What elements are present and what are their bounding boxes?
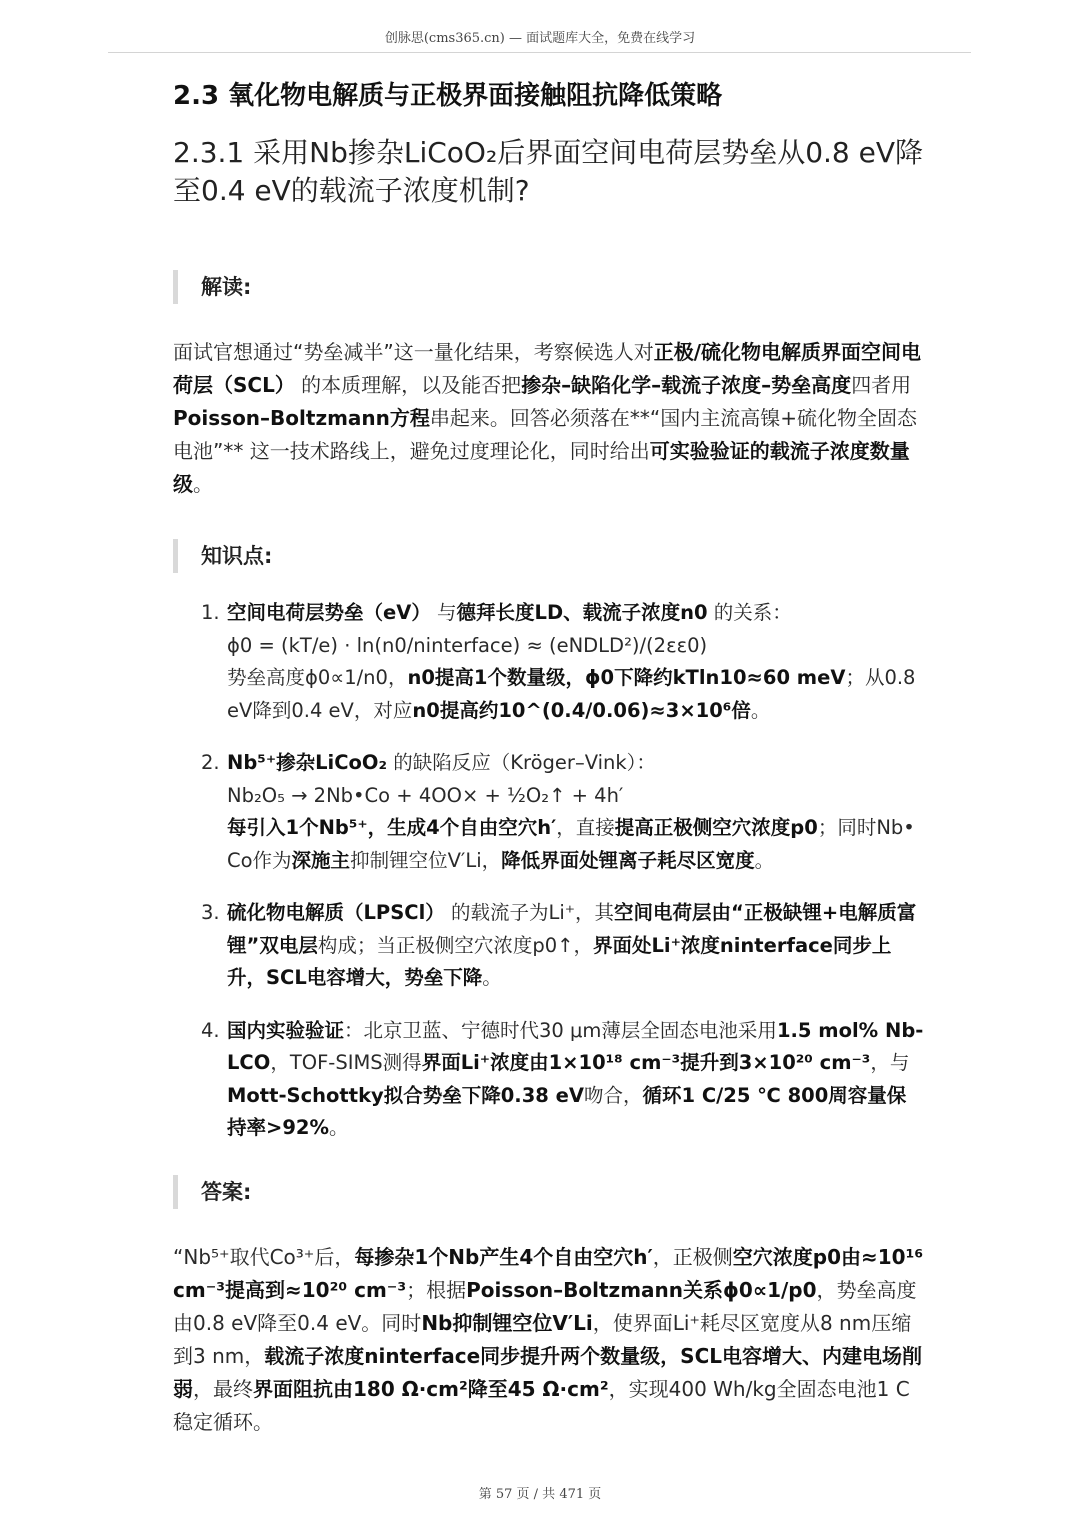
- item-line: [227, 1015, 925, 1145]
- document-body: [173, 78, 925, 1439]
- item-number: 4.: [201, 1018, 220, 1042]
- text-run: 的本质理解，以及能否把: [294, 373, 522, 397]
- text-run: ϕ0 = (kT/e) · ln(n0/ninterface) ≈ (eNDLD²)/(2εε0): [227, 633, 708, 657]
- text-run: ；同时Nb•Co作为: [227, 816, 915, 872]
- bold-text: 正极/硫化物电解质界面空间电荷层（SCL）: [173, 340, 922, 397]
- text-run: 抑制锂空位V′Li，: [350, 848, 502, 872]
- item-body: [227, 597, 925, 727]
- item-number: 3.: [201, 901, 220, 924]
- bold-text: 深施主: [291, 848, 351, 872]
- bold-text: Poisson–Boltzmann关系ϕ0∝1/p0: [466, 1277, 817, 1302]
- bold-text: 提高正极侧空穴浓度p0: [614, 816, 818, 839]
- bold-text: 降低界面处锂离子耗尽区宽度: [501, 848, 755, 872]
- bold-text: 界面处Li⁺浓度ninterface同步上升，SCL电容增大，势垒下降: [227, 933, 892, 989]
- text-run: ，实现400 Wh/kg全固态电池1 C稳定循环。: [173, 1376, 910, 1434]
- question-title: 2.3.1 采用Nb掺杂LiCoO₂后界面空间电荷层势垒从0.8 eV降至0.4 eV的载流子浓度机制?: [173, 136, 923, 207]
- knowledge-item: [173, 897, 925, 995]
- text-run: ，最终: [193, 1376, 253, 1401]
- text-run: Nb₂O₅ → 2Nb•Co + 4OO× + ½O₂↑ + 4h′: [227, 783, 624, 807]
- item-number: 2.: [201, 751, 220, 774]
- text-run: 。: [482, 966, 502, 989]
- item-line: [227, 630, 925, 663]
- bold-text: 每引入1个Nb⁵⁺，生成4个自由空穴h′: [227, 816, 557, 839]
- bold-text: 国内实验验证: [227, 1018, 345, 1042]
- text-run: ；从0.8 eV降到0.4 eV，对应: [227, 666, 916, 722]
- text-run: ，势垒高度由0.8 eV降至0.4 eV。同时: [173, 1277, 917, 1335]
- bold-text: 掺杂–缺陷化学–载流子浓度–势垒高度: [521, 373, 852, 397]
- bold-text: Mott-Schottky拟合势垒下降0.38 eV: [227, 1083, 584, 1107]
- section-title: 2.3 氧化物电解质与正极界面接触阻抗降低策略: [173, 81, 723, 111]
- bold-text: 载流子浓度ninterface同步提升两个数量级，SCL电容增大、内建电场削弱: [173, 1343, 923, 1401]
- item-line: [227, 597, 925, 630]
- text-run: 。: [754, 848, 775, 872]
- header-divider: [108, 52, 971, 53]
- text-run: ，直接: [556, 816, 615, 839]
- item-body: [227, 747, 925, 877]
- item-body: [227, 1015, 925, 1145]
- bold-text: 硫化物电解质（LPSCl）: [227, 901, 445, 924]
- text-run: 的关系：: [707, 601, 792, 624]
- interpretation-heading: 解读:: [173, 270, 925, 304]
- page-number: 第 57 页 / 共 471 页: [478, 1487, 602, 1502]
- bold-text: n0提高约10^(0.4/0.06)≈3×10⁶倍: [412, 698, 751, 722]
- running-header: 创脉思(cms365.cn) — 面试题库大全，免费在线学习: [384, 31, 696, 46]
- text-run: 吻合，: [583, 1083, 643, 1107]
- text-run: ；根据: [406, 1277, 467, 1302]
- text-run: ：北京卫蓝、宁德时代30 μm薄层全固态电池采用: [344, 1018, 777, 1042]
- knowledge-item: [173, 747, 925, 877]
- item-line: [227, 897, 925, 995]
- item-line: [227, 780, 925, 813]
- text-run: ，与: [870, 1051, 910, 1074]
- bold-text: Nb⁵⁺掺杂LiCoO₂: [227, 751, 388, 774]
- text-run: 。: [750, 698, 771, 722]
- text-run: 面试官想通过“势垒减半”这一量化结果，考察候选人对: [173, 340, 654, 364]
- text-run: ，TOF-SIMS测得: [270, 1051, 422, 1074]
- bold-text: 空穴浓度p0由≈10¹⁶ cm⁻³提高到≈10²⁰ cm⁻³: [173, 1244, 924, 1302]
- bold-text: Nb抑制锂空位V′Li: [421, 1310, 593, 1335]
- text-run: “Nb⁵⁺取代Co³⁺后，: [173, 1244, 355, 1269]
- text-run: 的缺陷反应（Kröger–Vink）：: [387, 751, 656, 774]
- bold-text: Poisson–Boltzmann方程: [173, 406, 430, 430]
- text-run: 构成；当正极侧空穴浓度p0↑，: [317, 933, 593, 957]
- bold-text: 每掺杂1个Nb产生4个自由空穴h′: [354, 1244, 653, 1269]
- item-line: [227, 747, 925, 780]
- text-run: 的载流子为Li⁺，其: [444, 901, 615, 924]
- text-run: ，正极侧: [652, 1244, 733, 1269]
- bold-text: 德拜长度LD、载流子浓度n0: [456, 601, 708, 624]
- text-run: 。: [329, 1116, 349, 1139]
- interpretation-paragraph: [173, 336, 925, 501]
- knowledge-item: [173, 1015, 925, 1145]
- bold-text: 界面阻抗由180 Ω·cm²降至45 Ω·cm²: [253, 1376, 609, 1401]
- bold-text: n0提高1个数量级，ϕ0下降约kTln10≈60 meV: [407, 666, 846, 689]
- bold-text: 空间电荷层势垒（eV）: [227, 601, 431, 624]
- bold-text: 界面Li⁺浓度由1×10¹⁸ cm⁻³提升到3×10²⁰ cm⁻³: [421, 1051, 871, 1074]
- answer-paragraph: [173, 1241, 925, 1439]
- text-run: 势垒高度ϕ0∝1/n0，: [227, 666, 408, 689]
- bold-text: 循环1 C/25 ℃ 800周容量保持率>92%: [227, 1083, 907, 1139]
- item-number: 1.: [201, 601, 220, 624]
- text-run: 与: [430, 601, 457, 624]
- bold-text: 可实验验证的载流子浓度数量级: [173, 439, 910, 496]
- text-run: ，使界面Li⁺耗尽区宽度从8 nm压缩到3 nm，: [173, 1310, 912, 1368]
- text-run: 。: [193, 472, 213, 496]
- item-body: [227, 897, 925, 995]
- knowledge-heading: 知识点:: [173, 539, 925, 573]
- item-line: [227, 812, 925, 877]
- bold-text: 空间电荷层由“正极缺锂+电解质富锂”双电层: [227, 901, 917, 957]
- item-line: [227, 662, 925, 727]
- answer-heading: 答案:: [173, 1175, 925, 1209]
- knowledge-list: [173, 597, 925, 1145]
- text-run: 四者用: [851, 373, 912, 397]
- text-run: 串起来。回答必须落在**“国内主流高镍+硫化物全固态电池”** 这一技术路线上，避免过度理论化，同时给出: [173, 406, 918, 463]
- knowledge-item: [173, 597, 925, 727]
- bold-text: 1.5 mol% Nb-LCO: [227, 1018, 924, 1074]
